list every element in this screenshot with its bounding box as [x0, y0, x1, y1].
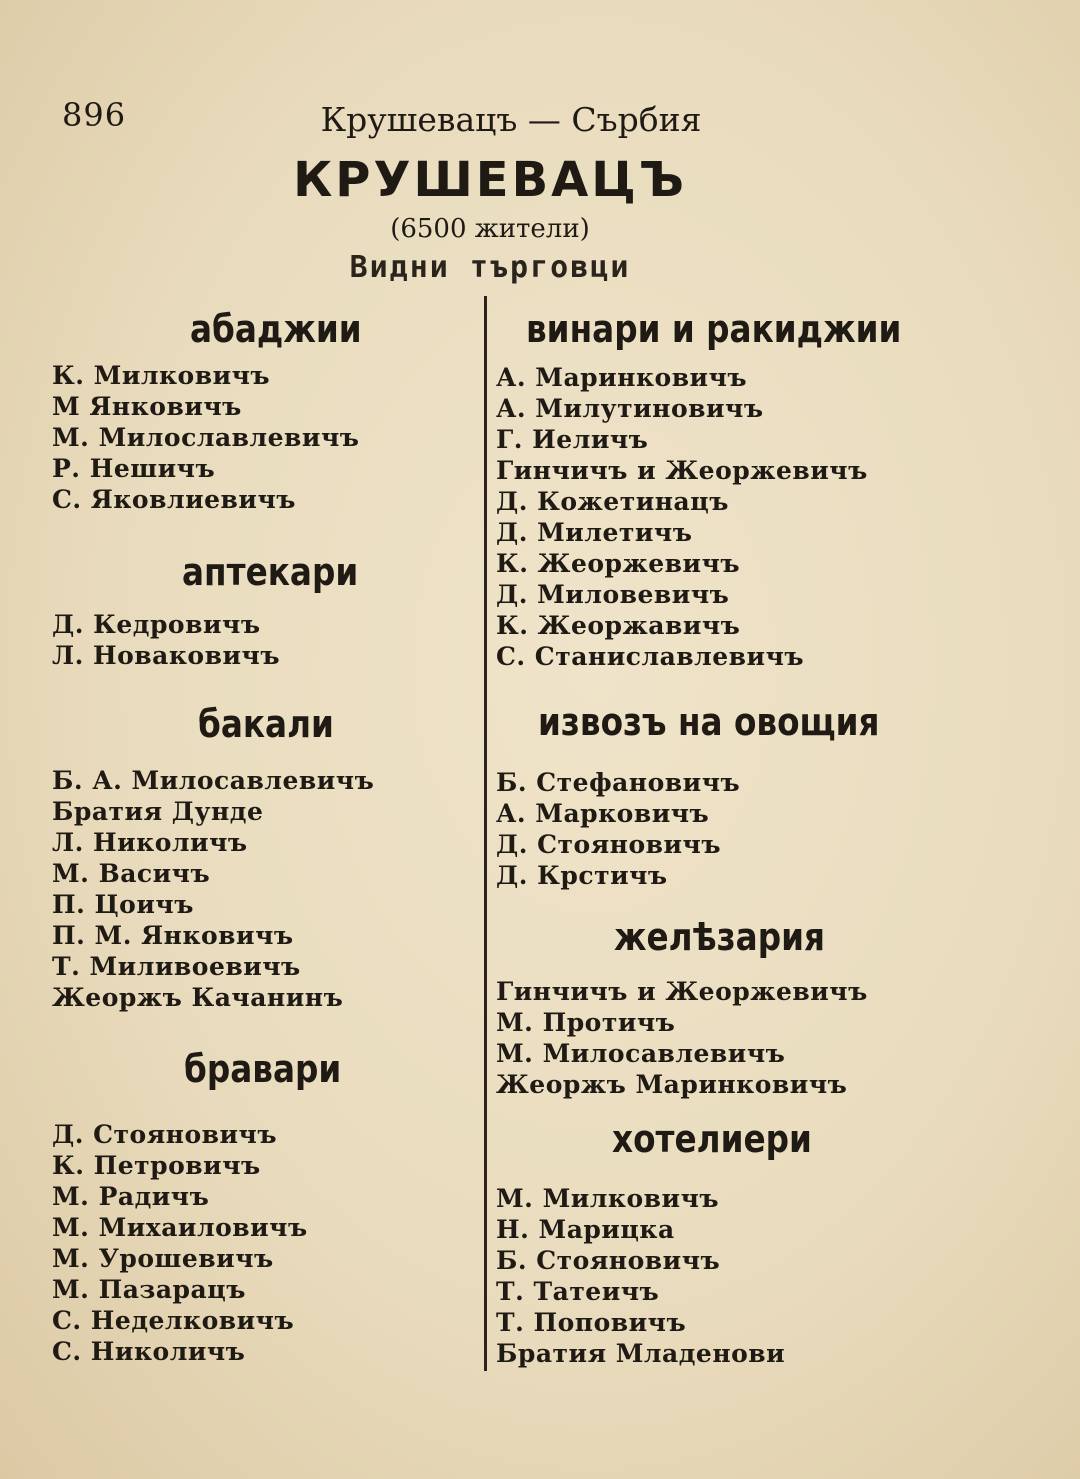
list-item: Л. Новаковичъ	[52, 641, 280, 670]
list-item: К. Петровичъ	[52, 1151, 261, 1180]
list-item: К. Жеоржевичъ	[496, 549, 741, 578]
section-heading: желѣзария	[614, 915, 825, 959]
section-aptekari	[52, 543, 387, 671]
list-item: М. Милославлевичъ	[52, 423, 360, 452]
list-item: Д. Стояновичъ	[52, 1120, 278, 1149]
city-title: КРУШЕВАЦЪ	[293, 152, 687, 208]
list-item: Б. А. Милосавлевичъ	[52, 766, 375, 795]
section-bravari	[52, 1040, 367, 1367]
list-item: Д. Милетичъ	[496, 518, 693, 547]
list-item: Гинчичъ и Жеоржевичъ	[496, 456, 868, 485]
name-list	[52, 609, 387, 671]
list-item: Р. Нешичъ	[52, 454, 216, 483]
list-item: Б. Стояновичъ	[496, 1246, 721, 1275]
section-vinari	[496, 300, 963, 672]
list-item: Г. Иеличъ	[496, 425, 649, 454]
list-item: Жеоржъ Качанинъ	[52, 983, 344, 1012]
name-list	[496, 362, 963, 672]
section-heading: аптекари	[182, 550, 359, 594]
column-divider	[484, 296, 487, 1371]
list-item: П. М. Янковичъ	[52, 921, 294, 950]
name-list	[52, 360, 390, 515]
section-abadzhii	[52, 300, 390, 515]
running-title: Крушевацъ — Сърбия	[320, 100, 702, 139]
list-item: Т. Татеичъ	[496, 1277, 660, 1306]
name-list	[496, 767, 935, 891]
list-item: С. Станиславлевичъ	[496, 642, 805, 671]
list-item: М. Пазарацъ	[52, 1275, 246, 1304]
list-item: М. Протичъ	[496, 1008, 676, 1037]
list-item: М. Милковичъ	[496, 1184, 720, 1213]
list-item: Д. Стояновичъ	[496, 830, 722, 859]
list-item: К. Жеоржавичъ	[496, 611, 741, 640]
list-item: А. Маринковичъ	[496, 363, 748, 392]
population-note: (6500 жители)	[390, 214, 590, 244]
list-item: Д. Кедровичъ	[52, 610, 261, 639]
list-item: Гинчичъ и Жеоржевичъ	[496, 977, 868, 1006]
name-list	[52, 765, 374, 1013]
list-item: Б. Стефановичъ	[496, 768, 741, 797]
list-item: Т. Миливоевичъ	[52, 952, 301, 981]
list-item: М. Радичъ	[52, 1182, 210, 1211]
section-izvoz	[496, 693, 935, 891]
name-list	[52, 1119, 367, 1367]
list-item: С. Яковлиевичъ	[52, 485, 296, 514]
list-item: Д. Крстичъ	[496, 861, 668, 890]
section-bakali	[52, 695, 374, 1013]
page-number: 896	[62, 96, 127, 134]
list-item: Л. Николичъ	[52, 828, 248, 857]
list-item: Д. Кожетинацъ	[496, 487, 729, 516]
list-item: Н. Марицка	[496, 1215, 675, 1244]
section-subtitle: Видни търговци	[349, 250, 631, 285]
list-item: П. Цоичъ	[52, 890, 194, 919]
section-heading: бравари	[184, 1047, 342, 1091]
list-item: А. Марковичъ	[496, 799, 710, 828]
list-item: М. Милосавлевичъ	[496, 1039, 786, 1068]
list-item: А. Милутиновичъ	[496, 394, 764, 423]
list-item: Братия Младенови	[496, 1339, 786, 1368]
list-item: К. Милковичъ	[52, 361, 271, 390]
list-item: Жеоржъ Маринковичъ	[496, 1070, 848, 1099]
section-heading: винари и ракиджии	[526, 307, 902, 351]
name-list	[496, 976, 868, 1100]
section-heading: бакали	[198, 702, 334, 746]
section-heading: хотелиери	[612, 1117, 812, 1161]
section-heading: извозъ на овощия	[538, 700, 880, 744]
section-heading: абаджии	[190, 307, 362, 351]
section-zhelezaria	[496, 908, 868, 1100]
list-item: Т. Поповичъ	[496, 1308, 687, 1337]
list-item: Братия Дунде	[52, 797, 264, 826]
list-item: М Янковичъ	[52, 392, 242, 421]
list-item: М. Урошевичъ	[52, 1244, 274, 1273]
list-item: С. Николичъ	[52, 1337, 246, 1366]
list-item: Д. Миловевичъ	[496, 580, 730, 609]
name-list	[496, 1183, 844, 1369]
list-item: С. Неделковичъ	[52, 1306, 295, 1335]
list-item: М. Васичъ	[52, 859, 211, 888]
section-hotelieri	[496, 1110, 844, 1369]
list-item: М. Михаиловичъ	[52, 1213, 308, 1242]
